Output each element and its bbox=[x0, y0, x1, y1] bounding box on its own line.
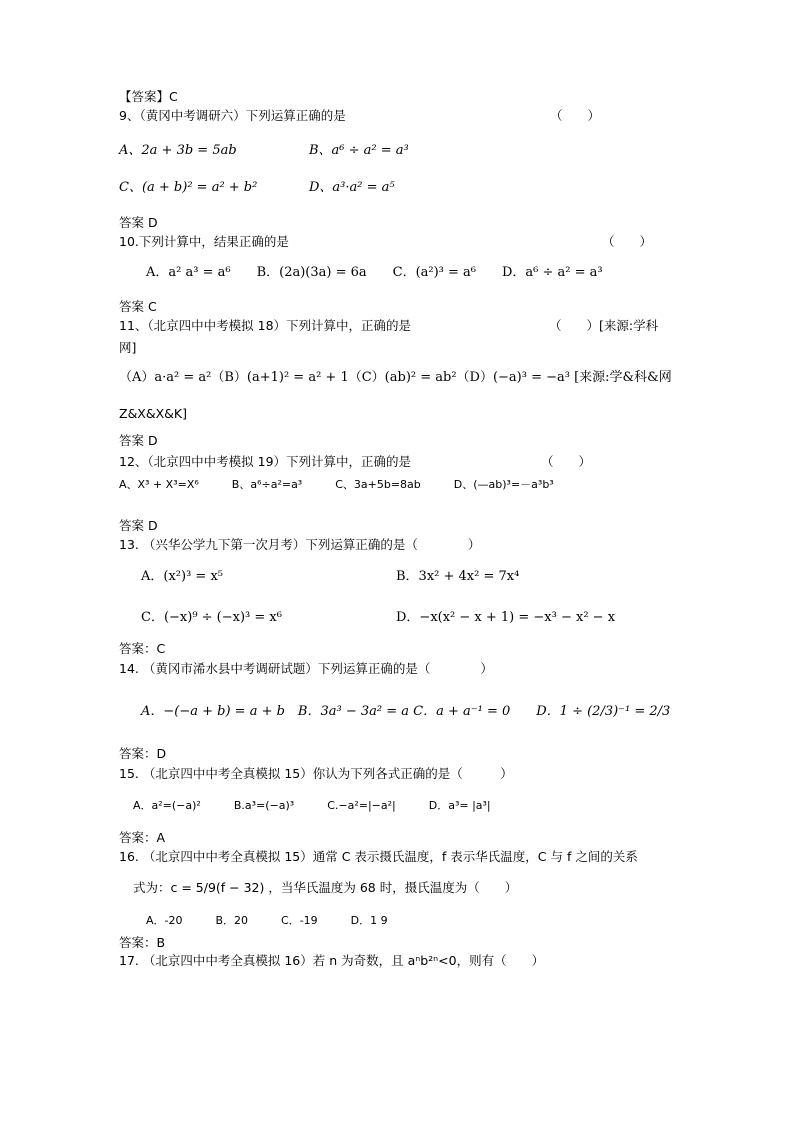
question-16-formula: 式为：c = 5/9(f − 32) ，当华氏温度为 68 时，摄氏温度为（ ） bbox=[133, 880, 518, 895]
answer-15: 答案：A bbox=[119, 830, 166, 845]
options-11: （A）a·a² = a²（B）(a+1)² = a² + 1（C）(ab)² = ab²（D）(−a)³ = −a³ [来源:学&科&网 bbox=[119, 370, 672, 385]
question-15: 15. （北京四中中考全真模拟 15）你认为下列各式正确的是（ ） bbox=[119, 766, 513, 781]
answer-14: 答案：D bbox=[119, 746, 167, 761]
option-c: C．(−x)⁹ ÷ (−x)³ = x⁶ bbox=[141, 610, 282, 625]
option-b: B．3x² + 4x² = 7x⁴ bbox=[396, 569, 520, 584]
options-10: A．a² a³ = a⁶ B．(2a)(3a) = 6a C．(a²)³ = a⁶ D．a⁶ ÷ a² = a³ bbox=[146, 265, 603, 280]
answer-paren: （ ） bbox=[602, 234, 653, 249]
question-13: 13. （兴华公学九下第一次月考）下列运算正确的是（ ） bbox=[119, 537, 481, 552]
options-14: A．−(−a + b) = a + b B．3a³ − 3a² = a C．a + a⁻¹ = 0 D．1 ÷ (2/3)⁻¹ = 2/3 bbox=[141, 704, 671, 719]
answer-paren: （ ） bbox=[541, 454, 592, 469]
option-b: B、a⁶ ÷ a² = a³ bbox=[309, 143, 409, 158]
option-d: D、a³·a² = a⁵ bbox=[309, 180, 395, 195]
answer-9: 答案 D bbox=[119, 215, 158, 230]
question-17: 17. （北京四中中考全真模拟 16）若 n 为奇数，且 aⁿb²ⁿ<0，则有（ ） bbox=[119, 953, 545, 968]
answer-13: 答案：C bbox=[119, 641, 166, 656]
answer-label: 【答案】C bbox=[119, 89, 178, 104]
options-16: A．-20 B．20 C．-19 D．1 9 bbox=[146, 914, 388, 927]
question-9: 9、（黄冈中考调研六）下列运算正确的是 bbox=[119, 108, 346, 123]
option-a: A．(x²)³ = x⁵ bbox=[141, 569, 223, 584]
question-11-cont: 网] bbox=[119, 340, 137, 355]
question-12: 12、（北京四中中考模拟 19）下列计算中，正确的是 bbox=[119, 454, 412, 469]
answer-12: 答案 D bbox=[119, 518, 158, 533]
answer-10: 答案 C bbox=[119, 299, 157, 314]
question-16: 16. （北京四中中考全真模拟 15）通常 C 表示摄氏温度，f 表示华氏温度，C 与 f 之间的关系 bbox=[119, 849, 638, 864]
answer-paren: （ ） bbox=[550, 108, 601, 123]
question-11: 11、（北京四中中考模拟 18）下列计算中，正确的是 bbox=[119, 318, 412, 333]
source-tag: Z&X&X&K] bbox=[119, 406, 188, 421]
answer-16: 答案：B bbox=[119, 935, 166, 950]
option-a: A、2a + 3b = 5ab bbox=[119, 143, 237, 158]
answer-11: 答案 D bbox=[119, 433, 158, 448]
answer-paren-source: （ ）[来源:学科 bbox=[549, 318, 659, 333]
options-15: A．a²=(−a)² B.a³=(−a)³ C.−a²=|−a²| D．a³= |a³| bbox=[133, 799, 491, 812]
options-12: A、X³ + X³=X⁶ B、a⁶÷a²=a³ C、3a+5b=8ab D、(—ab)³=－a³b³ bbox=[119, 478, 554, 491]
question-10: 10.下列计算中，结果正确的是 bbox=[119, 234, 289, 249]
question-14: 14. （黄冈市浠水县中考调研试题）下列运算正确的是（ ） bbox=[119, 661, 493, 676]
option-c: C、(a + b)² = a² + b² bbox=[119, 180, 258, 195]
option-d: D．−x(x² − x + 1) = −x³ − x² − x bbox=[396, 610, 616, 625]
